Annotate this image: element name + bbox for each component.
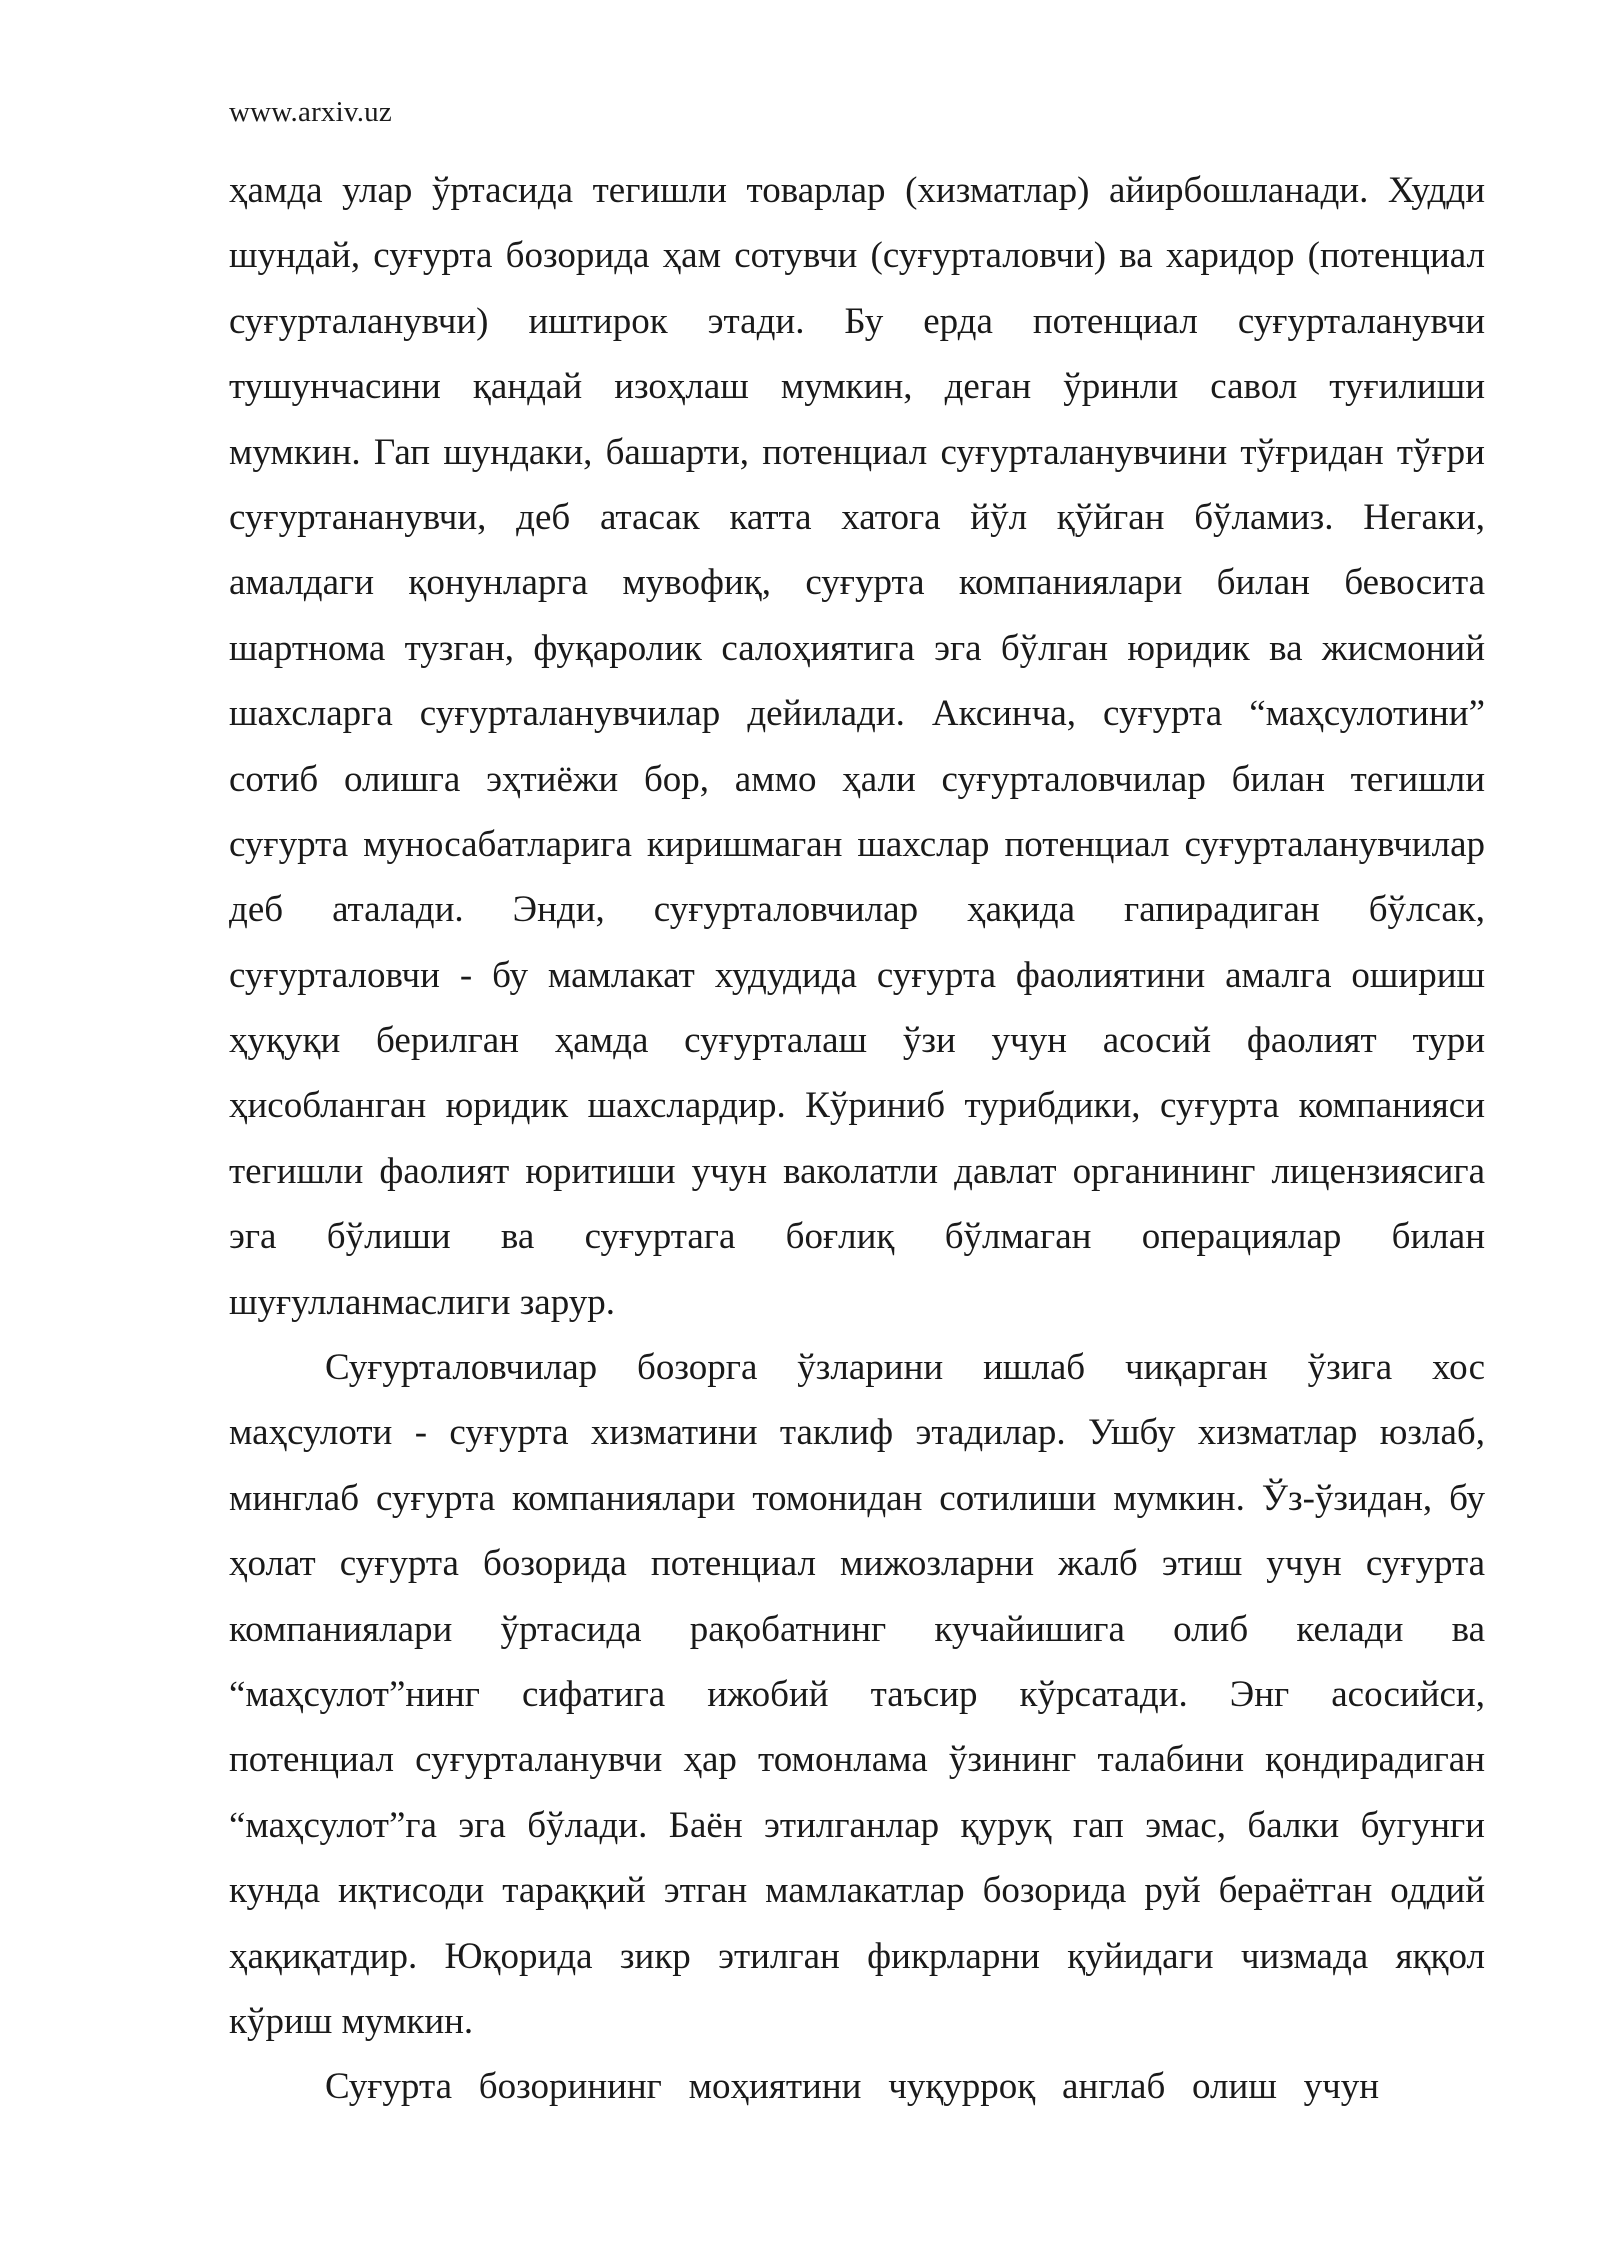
text-line: кўриш мумкин. [229,2000,474,2042]
text-line: мумкин. Гап шундаки, башарти, потенциал суғурталанувчини тўғридан тўғри [229,431,1485,473]
text-line: компаниялари ўртасида рақобатнинг кучайишига олиб келади ва [229,1608,1485,1650]
text-line: суғуртананувчи, деб атасак катта хатога йўл қўйган бўламиз. Негаки, [229,496,1485,538]
text-line: суғурталанувчи) иштирок этади. Бу ерда потенциал суғурталанувчи [229,300,1485,342]
text-line: Суғурта бозорининг моҳиятини чуқурроқ англаб олиш учун [325,2066,1379,2108]
text-line: сотиб олишга эҳтиёжи бор, аммо ҳали суғурталовчилар билан тегишли [229,758,1485,800]
text-line: “маҳсулот”нинг сифатига ижобий таъсир кўрсатади. Энг асосийси, [229,1673,1485,1715]
text-line: шундай, суғурта бозорида ҳам сотувчи (суғурталовчи) ва харидор (потенциал [229,235,1485,277]
text-line: маҳсулоти - суғурта хизматини таклиф этадилар. Ушбу хизматлар юзлаб, [229,1412,1485,1454]
text-line: ҳақиқатдир. Юқорида зикр этилган фикрларни қуйидаги чизмада яққол [229,1935,1485,1977]
text-line: ҳамда улар ўртасида тегишли товарлар (хизматлар) айирбошланади. Худди [229,170,1485,211]
text-line: ҳолат суғурта бозорида потенциал мижозларни жалб этиш учун суғурта [229,1543,1485,1585]
site-header: www.arxiv.uz [229,96,392,128]
text-line: потенциал суғурталанувчи ҳар томонлама ўзининг талабини қондирадиган [229,1739,1485,1781]
body-text [229,158,1485,2120]
text-line: суғурта муносабатларига киришмаган шахслар потенциал суғурталанувчилар [229,823,1485,865]
text-line: “маҳсулот”га эга бўлади. Баён этилганлар қуруқ гап эмас, балки бугунги [229,1804,1485,1846]
text-line: тегишли фаолият юритиши учун ваколатли давлат органининг лицензиясига [229,1150,1485,1192]
text-line: минглаб суғурта компаниялари томонидан сотилиши мумкин. Ўз-ўзидан, бу [229,1477,1485,1519]
text-line: ҳисобланган юридик шахслардир. Кўриниб турибдики, суғурта компанияси [229,1085,1485,1127]
text-line: шахсларга суғурталанувчилар дейилади. Аксинча, суғурта “маҳсулотини” [229,693,1485,735]
text-line: ҳуқуқи берилган ҳамда суғурталаш ўзи учун асосий фаолият тури [229,1020,1485,1062]
text-line: шуғулланмаслиги зарур. [229,1281,615,1323]
text-line: кунда иқтисоди тараққий этган мамлакатлар бозорида руй бераётган оддий [229,1870,1485,1912]
text-line: деб аталади. Энди, суғурталовчилар ҳақида гапирадиган бўлсак, [229,889,1485,931]
text-line: амалдаги қонунларга мувофиқ, суғурта компаниялари билан бевосита [229,562,1485,604]
text-line: шартнома тузган, фуқаролик салоҳиятига эга бўлган юридик ва жисмоний [229,627,1485,669]
text-line: Суғурталовчилар бозорга ўзларини ишлаб чиқарган ўзига хос [325,1347,1485,1389]
text-line: эга бўлиши ва суғуртага боғлиқ бўлмаган операциялар билан [229,1216,1485,1258]
text-line: суғурталовчи - бу мамлакат худудида суғурта фаолиятини амалга ошириш [229,954,1485,996]
text-line: тушунчасини қандай изоҳлаш мумкин, деган ўринли савол туғилиши [229,366,1485,408]
